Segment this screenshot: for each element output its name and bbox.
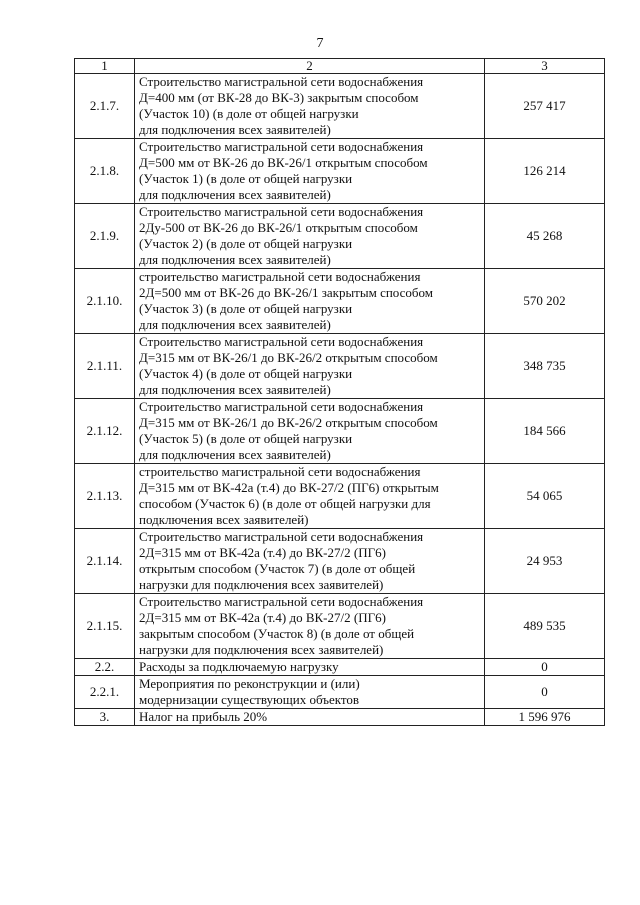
row-number: 2.1.12. (75, 399, 135, 464)
row-value: 0 (485, 659, 605, 676)
row-number: 3. (75, 709, 135, 726)
column-header-1: 1 (75, 59, 135, 74)
row-value: 184 566 (485, 399, 605, 464)
table-row (75, 709, 605, 726)
table-row (75, 464, 605, 529)
row-number: 2.1.8. (75, 139, 135, 204)
table-row (75, 529, 605, 594)
page-number: 7 (316, 36, 324, 51)
row-value: 54 065 (485, 464, 605, 529)
row-number: 2.1.11. (75, 334, 135, 399)
row-value: 1 596 976 (485, 709, 605, 726)
column-header-3: 3 (485, 59, 605, 74)
row-description: Строительство магистральной сети водоснабжения 2Д=315 мм от ВК-42а (т.4) до ВК-27/2 (ПГ6) закрытым способом (Участок 8) (в доле от общей нагрузки для подключения всех заявителей) (135, 594, 485, 659)
row-number: 2.1.14. (75, 529, 135, 594)
table-row (75, 269, 605, 334)
row-value: 45 268 (485, 204, 605, 269)
row-number: 2.2.1. (75, 676, 135, 709)
row-value: 257 417 (485, 74, 605, 139)
row-description: строительство магистральной сети водоснабжения 2Д=500 мм от ВК-26 до ВК-26/1 закрытым способом (Участок 3) (в доле от общей нагрузки для подключения всех заявителей) (135, 269, 485, 334)
row-description: Строительство магистральной сети водоснабжения 2Ду-500 от ВК-26 до ВК-26/1 открытым способом (Участок 2) (в доле от общей нагрузки для подключения всех заявителей) (135, 204, 485, 269)
row-description: Налог на прибыль 20% (135, 709, 485, 726)
table-row (75, 139, 605, 204)
row-value: 0 (485, 676, 605, 709)
row-value: 348 735 (485, 334, 605, 399)
cost-table (74, 58, 605, 726)
row-value: 126 214 (485, 139, 605, 204)
table-header (75, 59, 605, 74)
row-description: Строительство магистральной сети водоснабжения Д=315 мм от ВК-26/1 до ВК-26/2 открытым способом (Участок 4) (в доле от общей нагрузки для подключения всех заявителей) (135, 334, 485, 399)
row-value: 489 535 (485, 594, 605, 659)
table-row (75, 74, 605, 139)
table-row (75, 659, 605, 676)
row-description: Строительство магистральной сети водоснабжения Д=400 мм (от ВК-28 до ВК-3) закрытым способом (Участок 10) (в доле от общей нагрузки для подключения всех заявителей) (135, 74, 485, 139)
row-number: 2.1.10. (75, 269, 135, 334)
row-value: 570 202 (485, 269, 605, 334)
row-value: 24 953 (485, 529, 605, 594)
row-number: 2.1.9. (75, 204, 135, 269)
table-row (75, 334, 605, 399)
row-description: Мероприятия по реконструкции и (или) модернизации существующих объектов (135, 676, 485, 709)
table-row (75, 204, 605, 269)
row-number: 2.1.13. (75, 464, 135, 529)
row-number: 2.1.15. (75, 594, 135, 659)
row-description: Строительство магистральной сети водоснабжения 2Д=315 мм от ВК-42а (т.4) до ВК-27/2 (ПГ6) открытым способом (Участок 7) (в доле от общей нагрузки для подключения всех заявителей) (135, 529, 485, 594)
row-description: Строительство магистральной сети водоснабжения Д=500 мм от ВК-26 до ВК-26/1 открытым способом (Участок 1) (в доле от общей нагрузки для подключения всех заявителей) (135, 139, 485, 204)
column-header-2: 2 (135, 59, 485, 74)
row-number: 2.1.7. (75, 74, 135, 139)
table-row (75, 676, 605, 709)
row-number: 2.2. (75, 659, 135, 676)
row-description: Строительство магистральной сети водоснабжения Д=315 мм от ВК-26/1 до ВК-26/2 открытым способом (Участок 5) (в доле от общей нагрузки для подключения всех заявителей) (135, 399, 485, 464)
row-description: строительство магистральной сети водоснабжения Д=315 мм от ВК-42а (т.4) до ВК-27/2 (ПГ6) открытым способом (Участок 6) (в доле от общей нагрузки для подключения всех заявителей) (135, 464, 485, 529)
row-description: Расходы за подключаемую нагрузку (135, 659, 485, 676)
table-row (75, 594, 605, 659)
table-row (75, 399, 605, 464)
